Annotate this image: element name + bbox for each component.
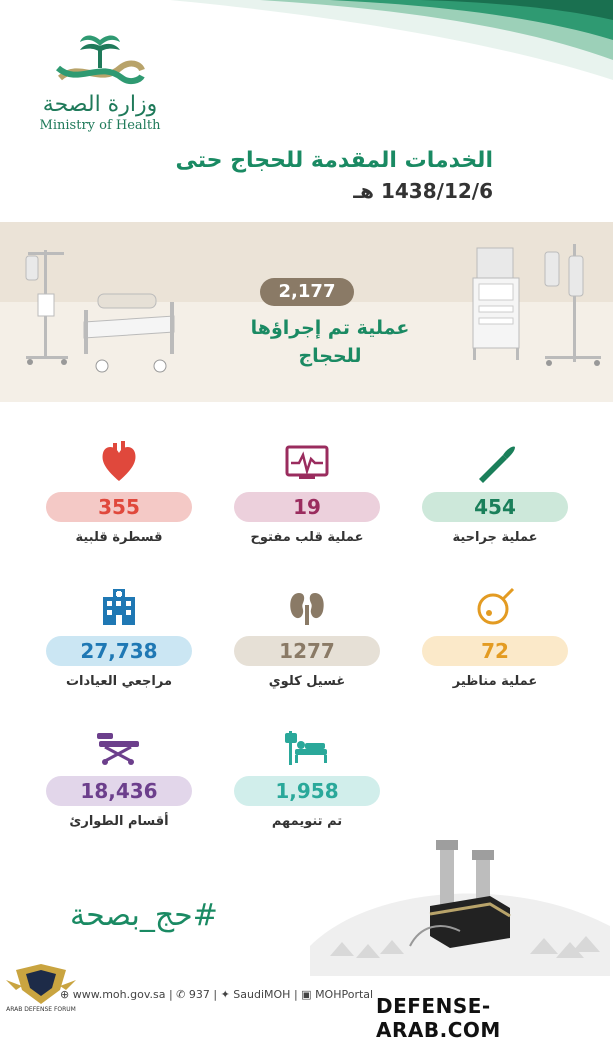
hospital-icon [99, 587, 139, 627]
stat-label: عملية قلب مفتوح [250, 530, 364, 545]
stretcher-icon [95, 729, 143, 765]
title-line-1: الخدمات المقدمة للحجاج حتى [175, 148, 493, 173]
title-date: 1438/12/6 هـ [353, 179, 493, 203]
scalpel-icon [473, 443, 517, 483]
stat-label: أقسام الطوارئ [69, 814, 169, 829]
stat-pill: 1277 [234, 636, 380, 666]
ministry-name-ar: وزارة الصحة [42, 92, 158, 117]
forum-name: ARAB DEFENSE FORUM [6, 1006, 76, 1013]
hospital-bed-icon [283, 727, 331, 767]
youtube-icon: ▣ [301, 988, 312, 1001]
heart-monitor-icon [285, 445, 329, 481]
hashtag: #حج_بصحة [70, 898, 218, 933]
footer-links: ⊕ www.moh.gov.sa | ✆ 937 | ✦ SaudiMOH | ▣ MOHPortal [60, 988, 374, 1001]
stat-endoscopy [422, 584, 568, 689]
stat-pill: 72 [422, 636, 568, 666]
phone-number: 937 [188, 988, 210, 1001]
twitter-icon: ✦ [220, 988, 230, 1001]
stat-label: مراجعي العيادات [65, 674, 173, 689]
twitter-handle[interactable]: SaudiMOH [233, 988, 291, 1001]
stat-emergency [46, 724, 192, 829]
globe-icon: ⊕ [60, 988, 70, 1001]
featured-label [250, 314, 410, 370]
portal-link[interactable]: MOHPortal [315, 988, 374, 1001]
palm-icon [30, 30, 170, 88]
medical-monitor-illustration [465, 240, 605, 380]
stat-label: قسطرة قلبية [75, 530, 163, 545]
stat-pill: 355 [46, 492, 192, 522]
stat-label: غسيل كلوي [268, 674, 346, 689]
featured-label-line-1: عملية تم إجراؤها [250, 317, 410, 339]
stat-label: عملية جراحية [452, 530, 538, 545]
stat-pill: 454 [422, 492, 568, 522]
stat-clinic-visitors [46, 584, 192, 689]
stat-pill: 19 [234, 492, 380, 522]
stat-surgery [422, 440, 568, 545]
stat-pill: 27,738 [46, 636, 192, 666]
stat-label: عملية مناظير [452, 674, 538, 689]
stat-open-heart [234, 440, 380, 545]
featured-label-line-2: للحجاج [298, 345, 362, 367]
kaaba-illustration [310, 826, 610, 976]
endoscope-icon [473, 587, 517, 627]
watermark-text: DEFENSE-ARAB.COM [376, 994, 501, 1042]
stat-cardiac-catheterization [46, 440, 192, 545]
kidney-icon [287, 587, 327, 627]
stat-admitted [234, 724, 380, 829]
stat-pill: 18,436 [46, 776, 192, 806]
phone-icon: ✆ [176, 988, 186, 1001]
moh-logo [30, 30, 170, 133]
stat-pill: 1,958 [234, 776, 380, 806]
hospital-bed-iv-illustration [20, 240, 180, 380]
website-link[interactable]: www.moh.gov.sa [72, 988, 166, 1001]
featured-value: 2,177 [260, 278, 354, 306]
heart-icon [99, 441, 139, 485]
ministry-name-en: Ministry of Health [39, 118, 161, 133]
stat-dialysis [234, 584, 380, 689]
stat-label: تم تنويمهم [271, 814, 343, 829]
page-title [175, 146, 493, 206]
